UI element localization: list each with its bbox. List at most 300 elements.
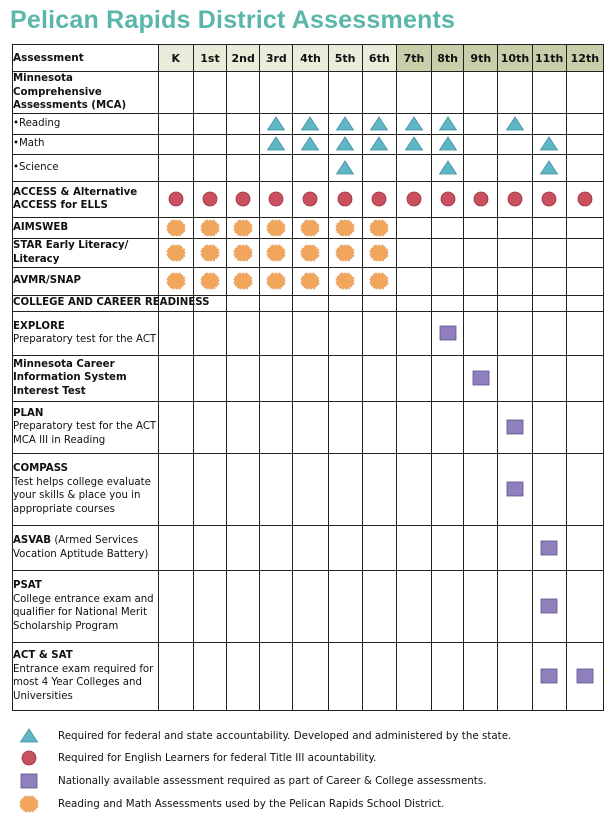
grade-cell	[498, 181, 532, 217]
grade-cell	[158, 72, 193, 114]
grade-cell	[293, 72, 328, 114]
assessment-description: (Armed Services Vocation Aptitude Battery)	[13, 535, 149, 560]
grade-header: 3rd	[260, 45, 293, 72]
grade-cell	[362, 295, 396, 311]
grade-cell	[396, 453, 431, 525]
grade-cell	[328, 355, 362, 401]
triangle-icon	[293, 135, 327, 153]
grade-cell	[362, 238, 396, 267]
grade-cell	[227, 181, 260, 217]
triangle-icon	[363, 135, 396, 153]
grade-cell	[566, 525, 603, 570]
grade-cell	[396, 311, 431, 355]
grade-cell	[293, 642, 328, 710]
assessment-label	[13, 295, 210, 311]
assessment-label	[13, 134, 159, 154]
grade-cell	[432, 267, 464, 295]
assessment-header: Assessment	[13, 45, 159, 72]
grade-cell	[260, 453, 293, 525]
octagon-icon	[194, 244, 226, 262]
grade-cell	[227, 311, 260, 355]
grade-cell	[464, 355, 498, 401]
grade-cell	[396, 267, 431, 295]
grade-header: 5th	[328, 45, 362, 72]
grade-cell	[498, 154, 532, 181]
grade-cell	[158, 238, 193, 267]
grade-cell	[566, 453, 603, 525]
triangle-icon	[432, 159, 463, 177]
grade-cell	[260, 355, 293, 401]
square-icon	[567, 667, 603, 685]
grade-cell	[432, 570, 464, 642]
grade-cell	[396, 134, 431, 154]
grade-cell	[260, 267, 293, 295]
triangle-icon	[329, 115, 362, 133]
grade-cell	[396, 295, 431, 311]
grade-cell	[532, 453, 566, 525]
grade-cell	[396, 181, 431, 217]
grade-cell	[293, 570, 328, 642]
grade-header: K	[158, 45, 193, 72]
grade-cell	[260, 72, 293, 114]
grade-cell	[362, 525, 396, 570]
square-icon	[18, 771, 40, 791]
grade-cell	[158, 453, 193, 525]
grade-cell	[362, 217, 396, 238]
grade-cell	[432, 355, 464, 401]
grade-cell	[227, 154, 260, 181]
grade-header: 9th	[464, 45, 498, 72]
grade-cell	[432, 238, 464, 267]
grade-cell	[532, 311, 566, 355]
grade-cell	[193, 113, 226, 134]
grade-cell	[532, 355, 566, 401]
grade-cell	[566, 311, 603, 355]
grade-cell	[362, 570, 396, 642]
assessment-description: College entrance exam and qualifier for National Merit Scholarship Program	[13, 593, 154, 632]
table-row	[13, 154, 604, 181]
triangle-icon	[260, 115, 292, 133]
grade-cell	[193, 642, 226, 710]
grade-cell	[498, 217, 532, 238]
table-row	[13, 238, 604, 267]
table-row	[13, 311, 604, 355]
grade-cell	[193, 134, 226, 154]
grade-cell	[293, 401, 328, 453]
grade-cell	[362, 134, 396, 154]
grade-cell	[464, 238, 498, 267]
grade-cell	[432, 295, 464, 311]
grade-cell	[498, 267, 532, 295]
grade-cell	[293, 113, 328, 134]
grade-cell	[498, 355, 532, 401]
square-icon	[533, 597, 566, 615]
grade-cell	[464, 134, 498, 154]
grade-cell	[464, 267, 498, 295]
grade-header: 12th	[566, 45, 603, 72]
grade-cell	[260, 181, 293, 217]
grade-cell	[260, 525, 293, 570]
grade-cell	[293, 453, 328, 525]
octagon-icon	[194, 272, 226, 290]
triangle-icon	[432, 135, 463, 153]
legend-item	[18, 726, 511, 746]
grade-cell	[328, 154, 362, 181]
grade-cell	[498, 72, 532, 114]
grade-cell	[260, 134, 293, 154]
grade-cell	[532, 642, 566, 710]
page-title: Pelican Rapids District Assessments	[10, 6, 456, 34]
triangle-icon	[260, 135, 292, 153]
grade-cell	[432, 453, 464, 525]
assessment-label	[13, 154, 159, 181]
grade-cell	[362, 72, 396, 114]
grade-cell	[362, 154, 396, 181]
circle-icon	[397, 190, 431, 208]
grade-cell	[227, 217, 260, 238]
table-row	[13, 453, 604, 525]
grade-cell	[566, 295, 603, 311]
grade-cell	[464, 217, 498, 238]
legend-text: Nationally available assessment required as part of Career & College assessments.	[58, 775, 487, 787]
assessment-name: Minnesota Comprehensive Assessments (MCA)	[13, 73, 127, 111]
grade-cell	[260, 570, 293, 642]
assessment-name: AVMR/SNAP	[13, 275, 81, 287]
grade-cell	[498, 113, 532, 134]
grade-cell	[396, 570, 431, 642]
grade-cell	[293, 295, 328, 311]
assessment-description: •Reading	[13, 117, 61, 129]
octagon-icon	[363, 244, 396, 262]
grade-header: 2nd	[227, 45, 260, 72]
grade-cell	[532, 570, 566, 642]
grade-cell	[158, 525, 193, 570]
grade-cell	[260, 238, 293, 267]
grade-cell	[328, 570, 362, 642]
triangle-icon	[293, 115, 327, 133]
grade-cell	[566, 217, 603, 238]
octagon-icon	[159, 272, 193, 290]
grade-cell	[227, 295, 260, 311]
assessment-name: Minnesota Career Information System Interest Test	[13, 358, 127, 397]
grade-cell	[158, 401, 193, 453]
grade-cell	[193, 525, 226, 570]
grade-cell	[328, 217, 362, 238]
grade-cell	[362, 355, 396, 401]
grade-cell	[432, 72, 464, 114]
grade-cell	[193, 181, 226, 217]
grade-cell	[193, 570, 226, 642]
grade-cell	[532, 217, 566, 238]
grade-cell	[328, 295, 362, 311]
circle-icon	[260, 190, 292, 208]
grade-cell	[227, 134, 260, 154]
grade-cell	[193, 267, 226, 295]
octagon-icon	[363, 272, 396, 290]
grade-cell	[227, 355, 260, 401]
octagon-icon	[293, 219, 327, 237]
grade-cell	[464, 453, 498, 525]
octagon-icon	[18, 794, 40, 814]
assessment-label	[13, 525, 159, 570]
grade-cell	[193, 154, 226, 181]
assessment-name: STAR Early Literacy/ Literacy	[13, 240, 129, 265]
grade-cell	[396, 72, 431, 114]
grade-cell	[362, 311, 396, 355]
triangle-icon	[397, 135, 431, 153]
grade-cell	[396, 642, 431, 710]
table-row	[13, 181, 604, 217]
grade-cell	[532, 525, 566, 570]
assessment-name: ACCESS & Alternative ACCESS for ELLS	[13, 186, 138, 211]
grade-cell	[193, 453, 226, 525]
grade-cell	[293, 311, 328, 355]
assessment-label	[13, 453, 159, 525]
grade-cell	[498, 134, 532, 154]
octagon-icon	[363, 219, 396, 237]
grade-cell	[260, 113, 293, 134]
grade-cell	[498, 238, 532, 267]
grade-cell	[498, 453, 532, 525]
grade-cell	[227, 401, 260, 453]
triangle-icon	[329, 159, 362, 177]
grade-cell	[362, 113, 396, 134]
circle-icon	[159, 190, 193, 208]
grade-cell	[532, 401, 566, 453]
grade-cell	[566, 570, 603, 642]
grade-cell	[532, 72, 566, 114]
grade-cell	[328, 267, 362, 295]
grade-cell	[396, 525, 431, 570]
grade-cell	[158, 267, 193, 295]
legend-item	[18, 771, 487, 791]
grade-cell	[193, 72, 226, 114]
octagon-icon	[260, 219, 292, 237]
grade-cell	[532, 238, 566, 267]
grade-cell	[396, 238, 431, 267]
octagon-icon	[329, 244, 362, 262]
octagon-icon	[260, 244, 292, 262]
grade-cell	[227, 525, 260, 570]
assessment-label	[13, 267, 159, 295]
grade-cell	[158, 217, 193, 238]
grade-cell	[566, 113, 603, 134]
grade-cell	[158, 311, 193, 355]
grade-cell	[260, 401, 293, 453]
octagon-icon	[260, 272, 292, 290]
triangle-icon	[533, 135, 566, 153]
grade-cell	[227, 72, 260, 114]
assessment-label	[13, 642, 159, 710]
grade-cell	[464, 525, 498, 570]
octagon-icon	[194, 219, 226, 237]
assessment-name: ACT & SAT	[13, 650, 73, 661]
grade-cell	[227, 238, 260, 267]
grade-cell	[432, 525, 464, 570]
grade-cell	[328, 113, 362, 134]
square-icon	[498, 418, 531, 436]
triangle-icon	[533, 159, 566, 177]
grade-cell	[227, 642, 260, 710]
grade-cell	[498, 295, 532, 311]
grade-cell	[193, 238, 226, 267]
grade-cell	[193, 401, 226, 453]
grade-cell	[566, 181, 603, 217]
octagon-icon	[293, 272, 327, 290]
grade-cell	[193, 217, 226, 238]
grade-cell	[328, 525, 362, 570]
grade-cell	[566, 72, 603, 114]
square-icon	[464, 369, 497, 387]
grade-header: 7th	[396, 45, 431, 72]
grade-cell	[566, 134, 603, 154]
grade-cell	[158, 570, 193, 642]
circle-icon	[567, 190, 603, 208]
grade-cell	[532, 134, 566, 154]
triangle-icon	[498, 115, 531, 133]
grade-cell	[293, 238, 328, 267]
assessment-name: PSAT	[13, 580, 42, 591]
grade-cell	[293, 355, 328, 401]
grade-cell	[158, 355, 193, 401]
grade-cell	[362, 181, 396, 217]
octagon-icon	[227, 244, 259, 262]
circle-icon	[293, 190, 327, 208]
octagon-icon	[329, 272, 362, 290]
grade-cell	[432, 154, 464, 181]
assessment-name: COMPASS	[13, 463, 68, 474]
grade-cell	[227, 113, 260, 134]
assessment-name: COLLEGE AND CAREER READINESS	[13, 297, 210, 309]
header-row	[13, 45, 604, 72]
assessment-label	[13, 355, 159, 401]
grade-cell	[328, 642, 362, 710]
assessment-label	[13, 570, 159, 642]
grade-cell	[328, 134, 362, 154]
grade-cell	[293, 267, 328, 295]
circle-icon	[363, 190, 396, 208]
grade-cell	[328, 311, 362, 355]
assessment-description: •Science	[13, 161, 59, 173]
circle-icon	[533, 190, 566, 208]
square-icon	[432, 324, 463, 342]
grade-cell	[227, 570, 260, 642]
octagon-icon	[159, 244, 193, 262]
grade-cell	[260, 642, 293, 710]
grade-cell	[158, 154, 193, 181]
assessment-description: Entrance exam required for most 4 Year Colleges and Universities	[13, 663, 154, 702]
grade-cell	[260, 154, 293, 181]
grade-cell	[532, 113, 566, 134]
grade-cell	[464, 311, 498, 355]
square-icon	[498, 480, 531, 498]
grade-cell	[328, 401, 362, 453]
grade-header: 10th	[498, 45, 532, 72]
grade-cell	[464, 72, 498, 114]
grade-cell	[362, 267, 396, 295]
triangle-icon	[329, 135, 362, 153]
circle-icon	[227, 190, 259, 208]
assessment-name: EXPLORE	[13, 320, 65, 332]
grade-cell	[293, 154, 328, 181]
grade-cell	[158, 181, 193, 217]
grade-cell	[260, 295, 293, 311]
grade-cell	[464, 401, 498, 453]
grade-cell	[432, 642, 464, 710]
square-icon	[533, 539, 566, 557]
triangle-icon	[397, 115, 431, 133]
grade-cell	[362, 642, 396, 710]
table-row	[13, 570, 604, 642]
grade-cell	[566, 267, 603, 295]
octagon-icon	[227, 219, 259, 237]
grade-header: 1st	[193, 45, 226, 72]
grade-cell	[432, 113, 464, 134]
table-row	[13, 72, 604, 114]
assessment-name: AIMSWEB	[13, 221, 69, 233]
grade-cell	[532, 181, 566, 217]
circle-icon	[464, 190, 497, 208]
octagon-icon	[329, 219, 362, 237]
grade-cell	[362, 401, 396, 453]
assessment-description: •Math	[13, 138, 45, 150]
assessment-name: ASVAB	[13, 535, 52, 546]
grade-cell	[464, 570, 498, 642]
grade-cell	[532, 267, 566, 295]
assessment-label	[13, 217, 159, 238]
octagon-icon	[159, 219, 193, 237]
grade-cell	[328, 453, 362, 525]
grade-cell	[464, 295, 498, 311]
octagon-icon	[227, 272, 259, 290]
grade-cell	[328, 181, 362, 217]
legend-text: Required for federal and state accountability. Developed and administered by the state.	[58, 730, 512, 742]
grade-cell	[396, 401, 431, 453]
grade-cell	[362, 453, 396, 525]
grade-cell	[328, 238, 362, 267]
grade-cell	[158, 113, 193, 134]
grade-cell	[260, 311, 293, 355]
grade-cell	[227, 267, 260, 295]
grade-cell	[328, 72, 362, 114]
grade-header: 8th	[432, 45, 464, 72]
grade-cell	[464, 181, 498, 217]
grade-cell	[464, 154, 498, 181]
square-icon	[533, 667, 566, 685]
grade-cell	[566, 401, 603, 453]
triangle-icon	[432, 115, 463, 133]
octagon-icon	[293, 244, 327, 262]
grade-header: 4th	[293, 45, 328, 72]
grade-cell	[227, 453, 260, 525]
grade-cell	[498, 311, 532, 355]
circle-icon	[432, 190, 463, 208]
grade-cell	[396, 355, 431, 401]
circle-icon	[329, 190, 362, 208]
triangle-icon	[18, 726, 40, 746]
grade-cell	[293, 181, 328, 217]
assessment-table	[12, 44, 604, 711]
assessment-label	[13, 311, 159, 355]
grade-cell	[396, 217, 431, 238]
grade-cell	[566, 238, 603, 267]
table-row	[13, 642, 604, 710]
grade-cell	[498, 642, 532, 710]
assessment-description: Preparatory test for the ACT	[13, 334, 157, 345]
legend-item	[18, 748, 376, 768]
table-row	[13, 113, 604, 134]
grade-cell	[432, 311, 464, 355]
